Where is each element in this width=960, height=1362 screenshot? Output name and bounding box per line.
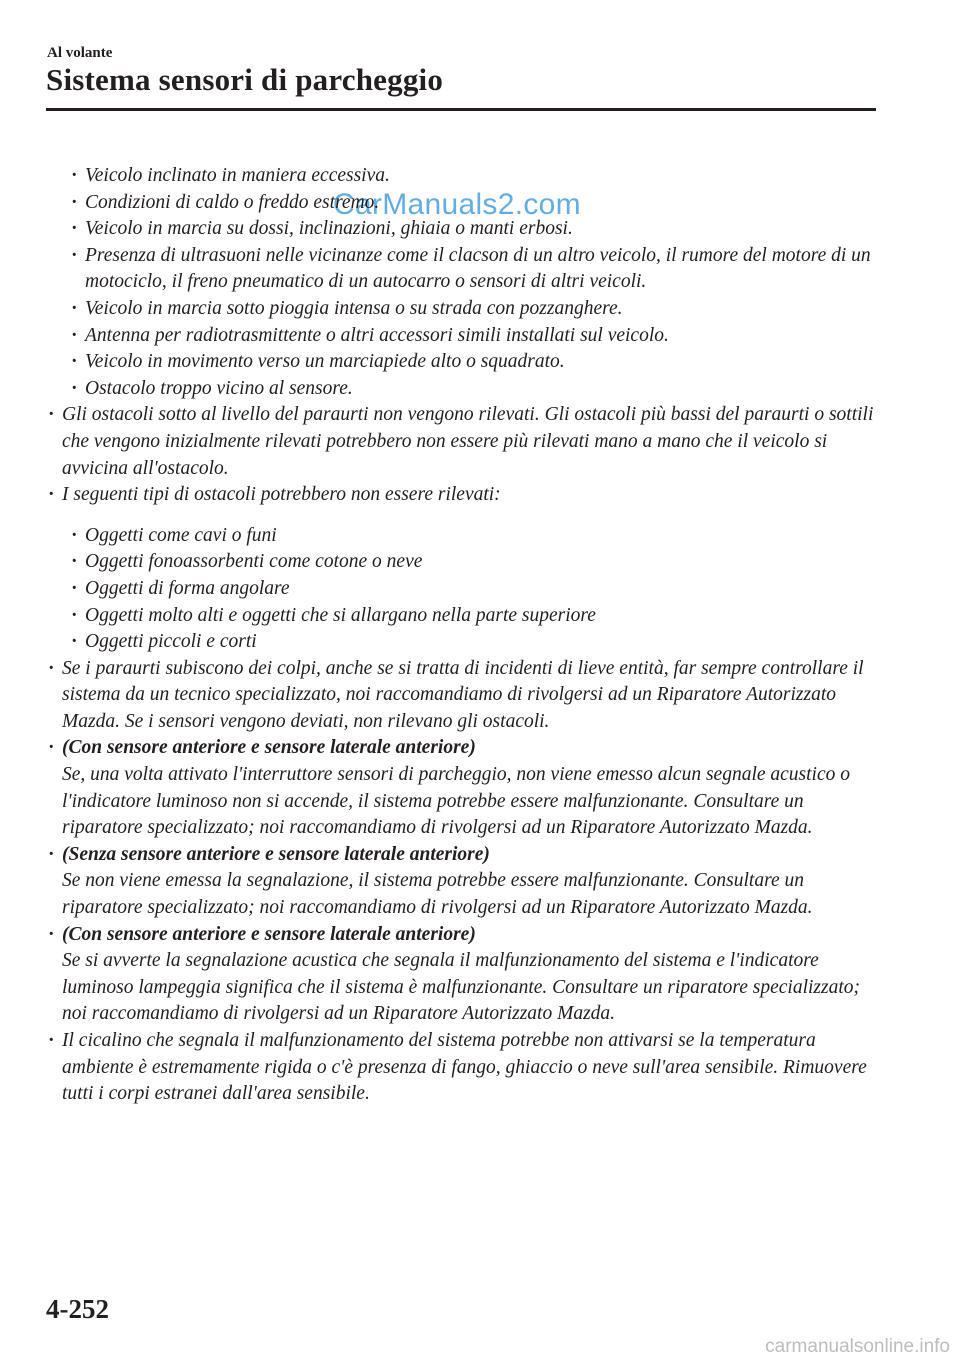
- item-heading: · (Senza sensore anteriore e sensore laterale anteriore): [62, 843, 490, 865]
- list-item: · Il cicalino che segnala il malfunzionamento del sistema potrebbe non attivarsi se la temperatura ambiente è estremamente rigida o c'è presenza di fango, ghiaccio o neve sull'area sensibile. Rimuovere tutti i corpi estranei dall'area sensibile.: [62, 1028, 875, 1108]
- watermark-logo: CarManuals2.com: [333, 188, 581, 221]
- title-rule: [46, 108, 876, 111]
- manual-content: [0, 163, 960, 1108]
- list-item: · Se i paraurti subiscono dei colpi, anche se si tratta di incidenti di lieve entità, far sempre controllare il sistema da un tecnico specializzato, noi raccomandiamo di rivolgersi ad un Riparatore Autorizzato Mazda. Se i sensori vengono deviati, non rilevano gli ostacoli.: [62, 656, 875, 736]
- list-item: · Veicolo in marcia sotto pioggia intensa o su strada con pozzanghere.: [85, 296, 875, 323]
- list-item: · Ostacolo troppo vicino al sensore.: [85, 376, 875, 403]
- list-item: · Condizioni di caldo o freddo estremo.: [85, 190, 875, 217]
- list-item: [62, 922, 875, 1028]
- item-text: Se non viene emessa la segnalazione, il sistema potrebbe essere malfunzionante. Consultare un riparatore specializzato; noi raccomandiamo di rivolgersi ad un Riparatore Autorizzato Mazda.: [62, 870, 813, 919]
- item-text: Se si avverte la segnalazione acustica che segnala il malfunzionamento del sistema e l'indicatore luminoso lampeggia significa che il sistema è malfunzionante. Consultare un riparatore specializzato; noi raccomandiamo di rivolgersi ad un Riparatore Autorizzato Mazda.: [62, 950, 861, 1025]
- list-item: · Oggetti come cavi o funi: [85, 523, 875, 550]
- item-text: Se, una volta attivato l'interruttore sensori di parcheggio, non viene emesso alcun segnale acustico o l'indicatore luminoso non si accende, il sistema potrebbe essere malfunzionante. Consultare un riparatore specializzato; noi raccomandiamo di rivolgersi ad un Riparatore Autorizzato Mazda.: [62, 764, 851, 839]
- list-item: · Oggetti fonoassorbenti come cotone o neve: [85, 549, 875, 576]
- list-item: · Veicolo in marcia su dossi, inclinazioni, ghiaia o manti erbosi.: [85, 216, 875, 243]
- page-title: Sistema sensori di parcheggio: [46, 62, 444, 97]
- list-item: · Oggetti molto alti e oggetti che si allargano nella parte superiore: [85, 603, 875, 630]
- page-number: 4-252: [46, 1294, 109, 1324]
- list-item: · Antenna per radiotrasmittente o altri accessori simili installati sul veicolo.: [85, 323, 875, 350]
- list-item: · Oggetti piccoli e corti: [85, 629, 875, 656]
- list-item: · Veicolo inclinato in maniera eccessiva.: [85, 163, 875, 190]
- spacer: [0, 509, 960, 523]
- list-item: · Presenza di ultrasuoni nelle vicinanze come il clacson di un altro veicolo, il rumore del motore di un motociclo, il freno pneumatico di un autocarro o sensori di altri veicoli.: [85, 243, 875, 296]
- section-label: Al volante: [47, 45, 113, 61]
- item-heading: · (Con sensore anteriore e sensore laterale anteriore): [62, 737, 476, 759]
- list-item: · Veicolo in movimento verso un marciapiede alto o squadrato.: [85, 349, 875, 376]
- list-item: [62, 735, 875, 841]
- list-item: [62, 842, 875, 922]
- list-item: · I seguenti tipi di ostacoli potrebbero non essere rilevati:: [62, 482, 875, 509]
- item-heading: · (Con sensore anteriore e sensore laterale anteriore): [62, 923, 476, 945]
- list-item: · Oggetti di forma angolare: [85, 576, 875, 603]
- list-item: · Gli ostacoli sotto al livello del paraurti non vengono rilevati. Gli ostacoli più bassi del paraurti o sottili che vengono inizialmente rilevati potrebbero non essere più rilevati mano a mano che il veicolo si avvicina all'ostacolo.: [62, 402, 875, 482]
- footer-site-link[interactable]: carmanualsonline.info: [765, 1336, 950, 1357]
